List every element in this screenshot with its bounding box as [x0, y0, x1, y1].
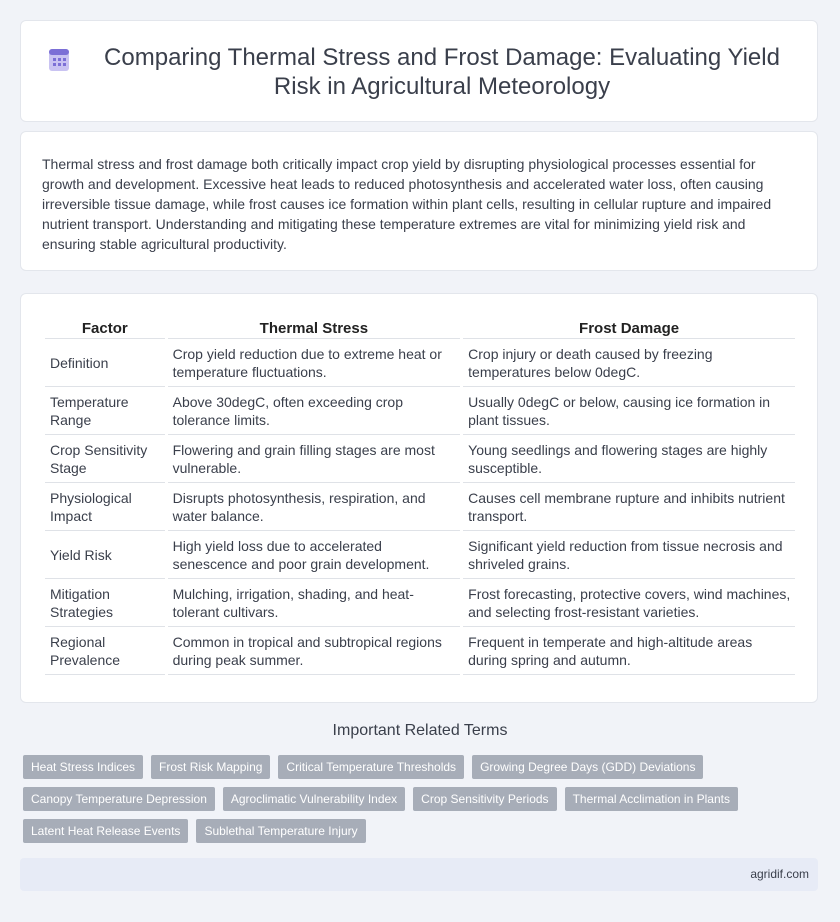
table-row — [45, 627, 795, 675]
related-term-tag[interactable]: Sublethal Temperature Injury — [196, 819, 365, 843]
thermal-stress-cell: High yield loss due to accelerated senescence and poor grain development. — [168, 531, 461, 579]
frost-damage-cell: Frost forecasting, protective covers, wind machines, and selecting frost-resistant varieties. — [463, 579, 795, 627]
thermal-stress-cell: Above 30degC, often exceeding crop tolerance limits. — [168, 387, 461, 435]
document-grid-icon — [46, 47, 72, 73]
related-term-tag[interactable]: Critical Temperature Thresholds — [278, 755, 464, 779]
footer — [20, 858, 818, 891]
related-term-tag[interactable]: Growing Degree Days (GDD) Deviations — [472, 755, 703, 779]
related-term-tag[interactable]: Frost Risk Mapping — [151, 755, 270, 779]
related-terms-list — [23, 755, 813, 851]
table-row — [45, 339, 795, 387]
table-header-row — [45, 316, 795, 339]
related-term-tag[interactable]: Agroclimatic Vulnerability Index — [223, 787, 405, 811]
column-header-frost-damage: Frost Damage — [463, 316, 795, 339]
frost-damage-cell: Young seedlings and flowering stages are highly susceptible. — [463, 435, 795, 483]
table-row — [45, 579, 795, 627]
table-row — [45, 387, 795, 435]
related-term-tag[interactable]: Crop Sensitivity Periods — [413, 787, 556, 811]
frost-damage-cell: Frequent in temperate and high-altitude areas during spring and autumn. — [463, 627, 795, 675]
frost-damage-cell: Usually 0degC or below, causing ice formation in plant tissues. — [463, 387, 795, 435]
factor-cell: Definition — [45, 339, 165, 387]
frost-damage-cell: Crop injury or death caused by freezing temperatures below 0degC. — [463, 339, 795, 387]
frost-damage-cell: Significant yield reduction from tissue necrosis and shriveled grains. — [463, 531, 795, 579]
related-term-tag[interactable]: Latent Heat Release Events — [23, 819, 188, 843]
related-term-tag[interactable]: Heat Stress Indices — [23, 755, 143, 779]
thermal-stress-cell: Crop yield reduction due to extreme heat or temperature fluctuations. — [168, 339, 461, 387]
factor-cell: Regional Prevalence — [45, 627, 165, 675]
related-term-tag[interactable]: Thermal Acclimation in Plants — [565, 787, 738, 811]
thermal-stress-cell: Common in tropical and subtropical regions during peak summer. — [168, 627, 461, 675]
comparison-table — [42, 316, 798, 675]
footer-site-link[interactable]: agridif.com — [750, 867, 809, 881]
comparison-table-card — [20, 293, 818, 703]
table-row — [45, 531, 795, 579]
column-header-thermal-stress: Thermal Stress — [168, 316, 461, 339]
column-header-factor: Factor — [45, 316, 165, 339]
frost-damage-cell: Causes cell membrane rupture and inhibits nutrient transport. — [463, 483, 795, 531]
related-term-tag[interactable]: Canopy Temperature Depression — [23, 787, 215, 811]
factor-cell: Yield Risk — [45, 531, 165, 579]
intro-card — [20, 131, 818, 271]
factor-cell: Temperature Range — [45, 387, 165, 435]
factor-cell: Physiological Impact — [45, 483, 165, 531]
table-row — [45, 435, 795, 483]
thermal-stress-cell: Mulching, irrigation, shading, and heat-tolerant cultivars. — [168, 579, 461, 627]
factor-cell: Crop Sensitivity Stage — [45, 435, 165, 483]
table-row — [45, 483, 795, 531]
factor-cell: Mitigation Strategies — [45, 579, 165, 627]
header-card — [20, 20, 818, 122]
related-terms-heading: Important Related Terms — [332, 722, 508, 739]
page-title: Comparing Thermal Stress and Frost Damage: Evaluating Yield Risk in Agricultural Meteorology — [104, 44, 780, 100]
thermal-stress-cell: Flowering and grain filling stages are most vulnerable. — [168, 435, 461, 483]
thermal-stress-cell: Disrupts photosynthesis, respiration, and water balance. — [168, 483, 461, 531]
intro-text: Thermal stress and frost damage both critically impact crop yield by disrupting physiological processes essential for growth and development. Excessive heat leads to reduced photosynthesis and accelerated water loss, often causing irreversible tissue damage, while frost causes ice formation within plant cells, resulting in cellular rupture and impaired nutrient transport. Understanding and mitigating these temperature extremes are vital for minimizing yield risk and ensuring stable agricultural productivity. — [42, 156, 772, 252]
